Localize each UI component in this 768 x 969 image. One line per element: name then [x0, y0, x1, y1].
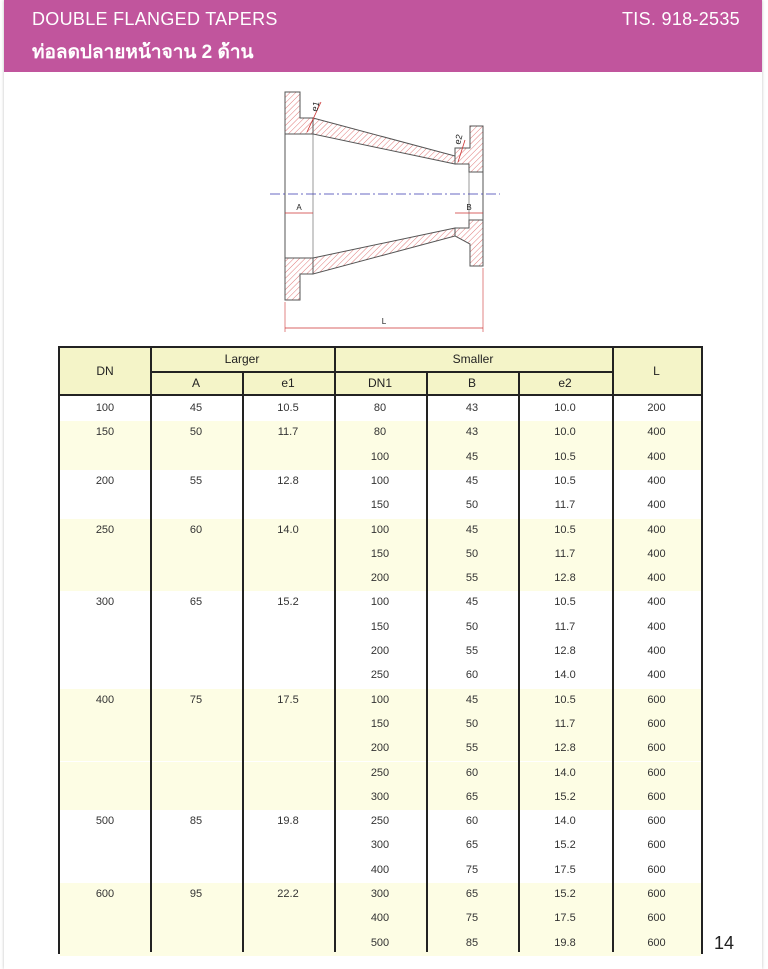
- table-cell-l: 200: [647, 402, 666, 414]
- table-cell-l: 400: [647, 474, 666, 487]
- table-cell-a: 55: [189, 474, 203, 487]
- table-cell-e1: 10.5: [277, 402, 299, 414]
- table-cell-e1: [242, 935, 334, 951]
- table-cell-b: 75: [465, 863, 479, 876]
- table-cell-dn1: 80: [373, 402, 387, 414]
- table-cell-e2: 17.5: [554, 863, 576, 876]
- table-cell-dn: [60, 619, 150, 635]
- table-cell-b: 45: [465, 474, 479, 487]
- table-cell-e1: 11.7: [277, 426, 299, 439]
- table-cell-dn1: 100: [370, 450, 390, 463]
- table-cell-dn1: 250: [370, 815, 390, 828]
- table-cell-l: 600: [647, 936, 666, 949]
- table-cell-e2: 11.7: [554, 547, 576, 560]
- divider: [150, 371, 612, 373]
- table-cell-e1: 14.0: [277, 523, 299, 536]
- table-cell-e1: [242, 789, 334, 805]
- table-cell-dn: [60, 789, 150, 805]
- table-cell-a: [150, 667, 242, 683]
- table-cell-l: 400: [647, 499, 666, 512]
- table-cell-dn1: 150: [370, 547, 390, 560]
- table-cell-b: 45: [465, 693, 479, 706]
- table-cell-a: 95: [189, 888, 203, 900]
- table-cell-b: 55: [465, 572, 479, 585]
- table-cell-e1: [242, 643, 334, 659]
- table-cell-dn: [60, 570, 150, 586]
- table-cell-e2: 10.0: [554, 402, 576, 414]
- table-cell-l: 600: [647, 766, 666, 779]
- table-cell-a: [150, 935, 242, 951]
- table-cell-l: 400: [647, 620, 666, 633]
- table-cell-e1: 17.5: [277, 693, 299, 706]
- table-cell-dn1: 100: [370, 474, 390, 487]
- table-cell-l: 400: [647, 523, 666, 536]
- label-l: L: [381, 317, 387, 326]
- table-cell-dn1: 150: [370, 620, 390, 633]
- table-cell-dn: 200: [95, 474, 115, 487]
- table-cell-l: 400: [647, 547, 666, 560]
- table-cell-dn1: 400: [370, 863, 390, 876]
- table-cell-a: [150, 643, 242, 659]
- table-cell-dn: [60, 765, 150, 781]
- table-cell-a: [150, 740, 242, 756]
- table-cell-e2: 10.5: [554, 596, 576, 609]
- header-e2: e2: [558, 376, 572, 390]
- table-cell-b: 60: [465, 815, 479, 828]
- table-cell-a: 45: [189, 402, 203, 414]
- table-cell-e1: 15.2: [277, 596, 299, 609]
- label-b: B: [466, 203, 472, 212]
- table-cell-e1: [242, 716, 334, 732]
- table-cell-e2: 15.2: [554, 888, 576, 900]
- table-cell-b: 65: [465, 790, 479, 803]
- header-l: L: [653, 364, 660, 378]
- table-cell-l: 400: [647, 645, 666, 657]
- table-cell-a: 50: [189, 426, 203, 439]
- table-cell-a: [150, 570, 242, 586]
- table-cell-b: 60: [465, 669, 479, 682]
- table-cell-b: 50: [465, 547, 479, 560]
- table-cell-dn: [60, 716, 150, 732]
- table-cell-dn1: 150: [370, 499, 390, 512]
- table-cell-e2: 12.8: [554, 645, 576, 657]
- table-cell-l: 600: [647, 888, 666, 900]
- table-cell-l: 400: [647, 596, 666, 609]
- table-cell-e2: 11.7: [554, 499, 576, 512]
- table-cell-e1: [242, 862, 334, 878]
- table-cell-dn1: 200: [370, 572, 390, 585]
- table-cell-a: [150, 716, 242, 732]
- table-cell-e1: [242, 837, 334, 853]
- table-cell-e1: [242, 449, 334, 465]
- table-cell-a: 75: [189, 693, 203, 706]
- table-cell-b: 45: [465, 523, 479, 536]
- table-cell-e2: 15.2: [554, 839, 576, 852]
- table-cell-e1: [242, 740, 334, 756]
- table-cell-b: 50: [465, 717, 479, 730]
- table-cell-e2: 14.0: [554, 766, 576, 779]
- table-cell-l: 600: [647, 790, 666, 803]
- table-cell-dn1: 250: [370, 669, 390, 682]
- page-number: 14: [714, 933, 735, 953]
- header-larger: Larger: [224, 352, 260, 366]
- table-cell-a: [150, 765, 242, 781]
- table-cell-dn: [60, 667, 150, 683]
- table-cell-dn: 400: [95, 693, 115, 706]
- label-a: A: [296, 203, 302, 212]
- table-cell-e2: 10.5: [554, 474, 576, 487]
- table-cell-dn: [60, 449, 150, 465]
- table-cell-dn1: 400: [370, 912, 390, 925]
- table-cell-e1: [242, 765, 334, 781]
- table-cell-e2: 10.5: [554, 450, 576, 463]
- table-cell-e2: 11.7: [554, 717, 576, 730]
- header-smaller: Smaller: [452, 352, 494, 366]
- table-cell-a: [150, 546, 242, 562]
- page-title: DOUBLE FLANGED TAPERS: [32, 9, 278, 29]
- table-cell-a: [150, 619, 242, 635]
- table-cell-dn: 150: [95, 426, 115, 439]
- table-cell-dn: 100: [95, 402, 115, 414]
- table-cell-b: 60: [465, 766, 479, 779]
- table-cell-l: 600: [647, 839, 666, 852]
- table-cell-a: 85: [189, 815, 203, 828]
- table-cell-e2: 10.0: [554, 426, 576, 439]
- table-cell-a: [150, 497, 242, 513]
- header-a: A: [191, 376, 200, 390]
- table-cell-e2: 12.8: [554, 572, 576, 585]
- table-cell-dn1: 300: [370, 790, 390, 803]
- table-cell-b: 45: [465, 596, 479, 609]
- table-cell-b: 55: [465, 742, 479, 755]
- header-e1: e1: [281, 376, 295, 390]
- table-cell-b: 50: [465, 499, 479, 512]
- table-cell-a: [150, 837, 242, 853]
- table-cell-e2: 15.2: [554, 790, 576, 803]
- page-header: [4, 0, 762, 72]
- header-dn1: DN1: [367, 376, 392, 390]
- table-cell-dn: [60, 546, 150, 562]
- page-subtitle: ท่อลดปลายหน้าจาน 2 ด้าน: [32, 42, 254, 63]
- standard-code: TIS. 918-2535: [622, 9, 740, 29]
- table-cell-e2: 10.5: [554, 693, 576, 706]
- table-cell-e1: 22.2: [277, 888, 299, 900]
- table-cell-l: 600: [647, 912, 666, 925]
- table-cell-b: 50: [465, 620, 479, 633]
- table-cell-e2: 19.8: [554, 936, 576, 949]
- table-cell-dn1: 500: [370, 936, 390, 949]
- table-cell-l: 600: [647, 815, 666, 828]
- table-cell-l: 400: [647, 669, 666, 682]
- table-cell-l: 600: [647, 693, 666, 706]
- table-cell-l: 400: [647, 426, 666, 439]
- table-cell-dn1: 300: [370, 839, 390, 852]
- table-cell-a: [150, 910, 242, 926]
- table-cell-a: [150, 789, 242, 805]
- table-cell-e1: [242, 546, 334, 562]
- label-e1: e1: [309, 100, 322, 113]
- table-cell-e2: 14.0: [554, 669, 576, 682]
- table-cell-dn1: 100: [370, 596, 390, 609]
- table-cell-l: 600: [647, 717, 666, 730]
- table-cell-e2: 11.7: [554, 620, 576, 633]
- table-cell-a: 60: [189, 523, 203, 536]
- header-b: B: [467, 376, 476, 390]
- label-e2: e2: [452, 133, 465, 146]
- table-cell-e2: 12.8: [554, 742, 576, 755]
- table-cell-e2: 14.0: [554, 815, 576, 828]
- table-cell-dn: [60, 862, 150, 878]
- table-cell-dn: 300: [95, 596, 115, 609]
- table-cell-e1: 19.8: [277, 815, 299, 828]
- table-cell-a: [150, 449, 242, 465]
- table-cell-b: 43: [465, 426, 479, 439]
- table-cell-dn1: 100: [370, 523, 390, 536]
- dimensions-table: [58, 346, 703, 954]
- table-cell-dn1: 200: [370, 645, 390, 657]
- table-cell-l: 400: [647, 572, 666, 585]
- taper-drawing: [255, 82, 515, 342]
- table-cell-l: 600: [647, 863, 666, 876]
- divider: [60, 394, 701, 396]
- table-cell-e1: [242, 667, 334, 683]
- table-cell-e1: [242, 910, 334, 926]
- table-cell-b: 45: [465, 450, 479, 463]
- table-cell-b: 55: [465, 645, 479, 657]
- table-cell-e2: 10.5: [554, 523, 576, 536]
- table-cell-b: 75: [465, 912, 479, 925]
- table-cell-dn1: 200: [370, 742, 390, 755]
- table-cell-dn1: 300: [370, 888, 390, 900]
- table-cell-b: 65: [465, 888, 479, 900]
- table-cell-a: [150, 862, 242, 878]
- table-cell-e1: [242, 619, 334, 635]
- table-cell-e1: 12.8: [277, 474, 299, 487]
- table-cell-l: 600: [647, 742, 666, 755]
- table-cell-e1: [242, 570, 334, 586]
- table-cell-dn1: 80: [373, 426, 387, 439]
- table-cell-dn: 500: [95, 815, 115, 828]
- table-cell-e1: [242, 497, 334, 513]
- table-cell-dn1: 150: [370, 717, 390, 730]
- table-cell-dn: 250: [95, 523, 115, 536]
- table-cell-a: 65: [189, 596, 203, 609]
- table-cell-b: 85: [465, 936, 479, 949]
- table-cell-dn: [60, 497, 150, 513]
- table-cell-dn: [60, 740, 150, 756]
- header-dn: DN: [96, 364, 114, 378]
- table-cell-l: 400: [647, 450, 666, 463]
- table-cell-dn: [60, 643, 150, 659]
- table-cell-dn: [60, 935, 150, 951]
- table-cell-b: 65: [465, 839, 479, 852]
- table-cell-dn: [60, 837, 150, 853]
- table-cell-e2: 17.5: [554, 912, 576, 925]
- table-cell-dn: 600: [95, 888, 115, 900]
- table-cell-dn1: 100: [370, 693, 390, 706]
- table-cell-dn1: 250: [370, 766, 390, 779]
- table-cell-dn: [60, 910, 150, 926]
- table-cell-b: 43: [465, 402, 479, 414]
